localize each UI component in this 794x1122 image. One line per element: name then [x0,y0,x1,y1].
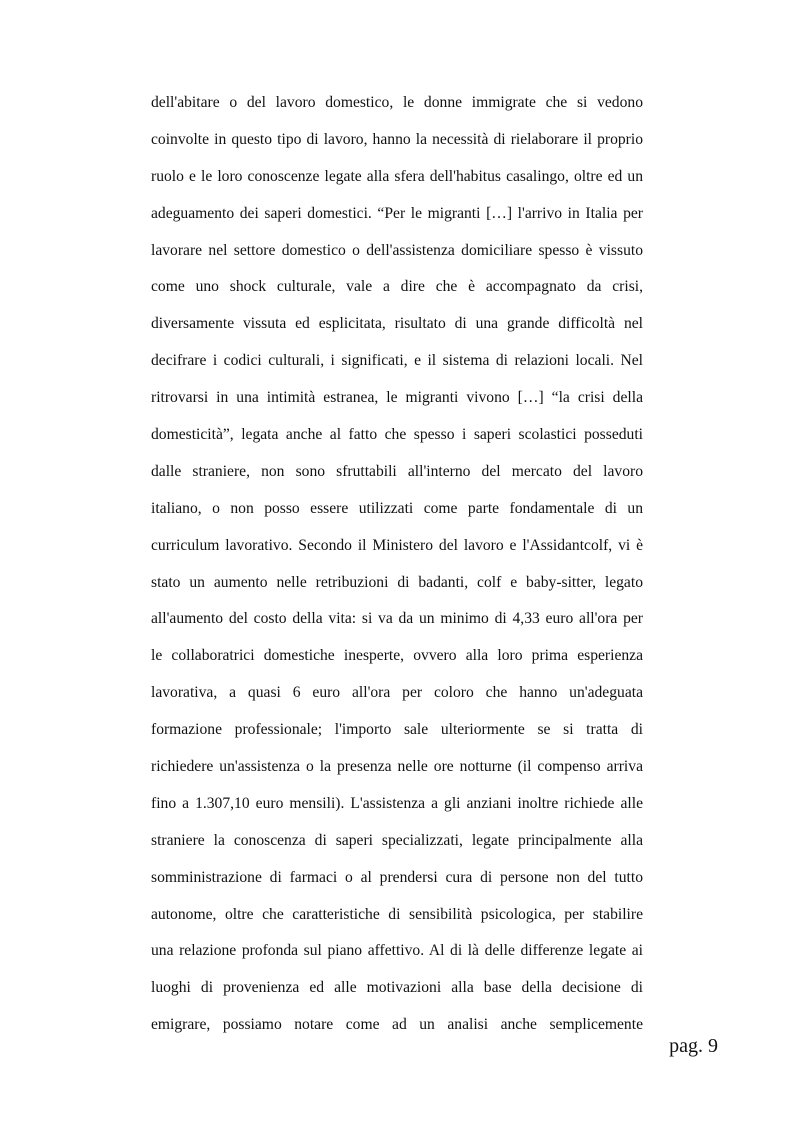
text-line: emigrare, possiamo notare come ad un analisi anche semplicemente [151,1016,643,1034]
page-number: pag. 9 [669,1035,718,1057]
text-line: stato un aumento nelle retribuzioni di badanti, colf e baby-sitter, legato [151,573,643,591]
text-line: fino a 1.307,10 euro mensili). L'assistenza a gli anziani inoltre richiede alle [151,794,643,812]
text-line: diversamente vissuta ed esplicitata, risultato di una grande difficoltà nel [151,315,643,333]
text-line: decifrare i codici culturali, i significati, e il sistema di relazioni locali. Nel [151,352,643,370]
text-line: lavorativa, a quasi 6 euro all'ora per coloro che hanno un'adeguata [151,684,643,702]
text-line: autonome, oltre che caratteristiche di sensibilità psicologica, per stabilire [151,905,643,923]
text-line: curriculum lavorativo. Secondo il Ministero del lavoro e l'Assidantcolf, vi è [151,536,643,554]
text-line: come uno shock culturale, vale a dire che è accompagnato da crisi, [151,278,643,296]
text-line: luoghi di provenienza ed alle motivazioni alla base della decisione di [151,979,643,997]
text-line: adeguamento dei saperi domestici. “Per le migranti […] l'arrivo in Italia per [151,204,643,222]
text-line: dell'abitare o del lavoro domestico, le donne immigrate che si vedono [151,94,643,111]
text-line: dalle straniere, non sono sfruttabili all'interno del mercato del lavoro [151,462,643,480]
text-line: una relazione profonda sul piano affettivo. Al di là delle differenze legate ai [151,942,643,960]
text-line: domesticità”, legata anche al fatto che spesso i saperi scolastici posseduti [151,426,643,444]
text-line: straniere la conoscenza di saperi specializzati, legate principalmente alla [151,831,643,849]
text-line: coinvolte in questo tipo di lavoro, hanno la necessità di rielaborare il proprio [151,130,643,148]
text-line: ritrovarsi in una intimità estranea, le migranti vivono […] “la crisi della [151,389,643,407]
text-line: richiedere un'assistenza o la presenza nelle ore notturne (il compenso arriva [151,758,643,776]
text-line: le collaboratrici domestiche inesperte, ovvero alla loro prima esperienza [151,647,643,665]
text-line: somministrazione di farmaci o al prendersi cura di persone non del tutto [151,868,643,886]
text-line: all'aumento del costo della vita: si va da un minimo di 4,33 euro all'ora per [151,610,643,628]
text-line: lavorare nel settore domestico o dell'assistenza domiciliare spesso è vissuto [151,241,643,259]
text-line: formazione professionale; l'importo sale ulteriormente se si tratta di [151,721,643,739]
text-line: italiano, o non posso essere utilizzati come parte fondamentale di un [151,499,643,517]
text-line: ruolo e le loro conoscenze legate alla sfera dell'habitus casalingo, oltre ed un [151,167,643,185]
body-paragraph [151,89,643,1048]
